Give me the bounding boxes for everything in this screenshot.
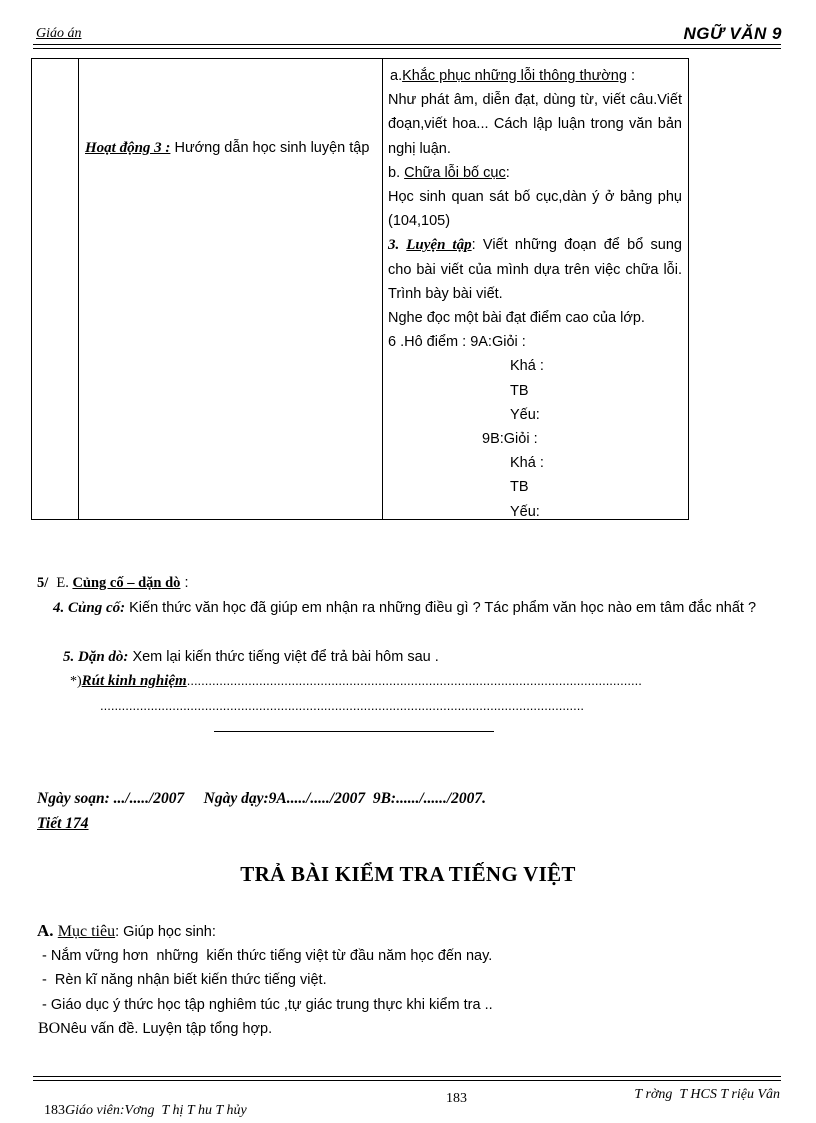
- listen-line: Nghe đọc một bài đạt điểm cao của lớp.: [388, 310, 645, 327]
- method-line: [38, 1017, 272, 1041]
- section-e-number: 5/: [37, 575, 49, 591]
- content-cell: [388, 64, 682, 524]
- objective-bullet-1: - Nắm vững hơn những kiến thức tiếng việt từ đầu năm học đến nay.: [38, 948, 493, 964]
- item-c-title: Luyện tập: [406, 237, 472, 254]
- method-text: Nêu vấn đề. Luyện tập tổng hợp.: [60, 1021, 273, 1037]
- item-b-prefix: b.: [388, 164, 405, 181]
- method-prefix: BO: [38, 1020, 61, 1037]
- activity-text: Hướng dẫn học sinh luyện tập: [170, 140, 370, 156]
- experience-label: Rút kinh nghiệm: [81, 673, 187, 689]
- score-class-9b: 9B:Giỏi :: [482, 431, 538, 448]
- footer-rule: [33, 1080, 781, 1081]
- item-c-body: Viết những đoạn để bổ sung cho bài viết của mình dựa trên việc chữa lỗi. Trình bày bài viết.: [388, 237, 682, 302]
- footer-teacher-name: Giáo viên:Vơng T hị T hu T hủy: [65, 1103, 247, 1118]
- section-e-item-4: [31, 596, 783, 620]
- item-a-body: Như phát âm, diễn đạt, dùng từ, viết câu.Viết đoạn,viết hoa... Cách lập luận trong văn bản nghị luận.: [388, 92, 682, 157]
- header-rule-thin: [33, 48, 781, 49]
- section-e-item-5: [63, 645, 439, 669]
- section-e-letter: E.: [56, 575, 73, 591]
- item-4-label: 4. Củng cố:: [53, 600, 126, 616]
- footer-teacher: [37, 1087, 247, 1119]
- item-a-suffix: :: [626, 68, 635, 84]
- section-divider: [214, 731, 494, 732]
- item-b-body: Học sinh quan sát bố cục,dàn ý ở bảng phụ (104,105): [388, 189, 682, 230]
- experience-dots: ..............................................................................................................................: [186, 673, 642, 688]
- experience-line: [70, 669, 642, 694]
- section-e-title: Củng cố – dặn dò: [72, 575, 181, 591]
- section-e-heading: [37, 571, 189, 595]
- table-column-time: [31, 58, 79, 520]
- section-e-suffix: :: [180, 575, 189, 591]
- item-5-label: 5. Dặn dò:: [63, 649, 129, 665]
- footer-school: T rờng T HCS T riệu Vân: [634, 1087, 780, 1102]
- score-title: 6 .Hô điểm : 9A:Giỏi :: [388, 334, 526, 351]
- score-yeu-9a: Yếu:: [510, 406, 540, 423]
- footer-page-number: 183: [446, 1091, 467, 1106]
- item-a-title: Khắc phục những lỗi thông thường: [402, 68, 627, 84]
- score-tb-9a: TB: [510, 382, 529, 399]
- lesson-title: TRẢ BÀI KIỂM TRA TIẾNG VIỆT: [240, 862, 576, 886]
- item-c-prefix: 3.: [388, 237, 407, 254]
- item-c-suffix: :: [471, 237, 476, 254]
- activity-label: Hoạt động 3 :: [85, 140, 171, 156]
- item-b-title: Chữa lỗi bố cục: [404, 164, 506, 181]
- table-column-divider: [382, 58, 383, 520]
- experience-prefix: *): [70, 674, 82, 689]
- header-left-title: Giáo án: [36, 26, 82, 41]
- item-c: [388, 233, 682, 306]
- score-kha-9b: Khá :: [510, 455, 544, 472]
- item-4-text: Kiến thức văn học đã giúp em nhận ra những điều gì ? Tác phẩm văn học nào em tâm đắc nhất ?: [125, 600, 757, 616]
- objective-letter: A.: [37, 921, 58, 940]
- footer-rule-thin: [33, 1076, 781, 1077]
- item-5-text: Xem lại kiến thức tiếng việt để trả bài hôm sau .: [128, 649, 439, 665]
- lesson-period: Tiết 174: [37, 815, 89, 832]
- objective-bullet-2: - Rèn kĩ năng nhận biết kiến thức tiếng việt.: [38, 972, 327, 988]
- objective-heading: [37, 919, 216, 944]
- item-b: [388, 161, 682, 185]
- activity-cell: [85, 136, 377, 160]
- score-yeu-9b: Yếu:: [510, 503, 540, 520]
- objective-bullet-3: - Giáo dục ý thức học tập nghiêm túc ,tự giác trung thực khi kiểm tra ..: [38, 997, 493, 1013]
- objective-title: Mục tiêu: [57, 923, 116, 940]
- score-kha-9a: Khá :: [510, 358, 544, 375]
- header-right-title: NGỮ VĂN 9: [683, 24, 782, 43]
- objective-suffix: : Giúp học sinh:: [115, 924, 216, 940]
- item-a-prefix: a.: [390, 68, 403, 84]
- footer-page-prefix: 183: [44, 1103, 65, 1118]
- lesson-dates: Ngày soạn: .../...../2007 Ngày dạy:9A...../...../2007 9B:....../....../2007.: [37, 790, 487, 807]
- score-tb-9b: TB: [510, 479, 529, 496]
- experience-dots-line: ......................................................................................................................................: [100, 698, 584, 713]
- item-b-suffix: :: [505, 164, 510, 181]
- item-a: [388, 64, 682, 88]
- header-rule: [33, 44, 781, 45]
